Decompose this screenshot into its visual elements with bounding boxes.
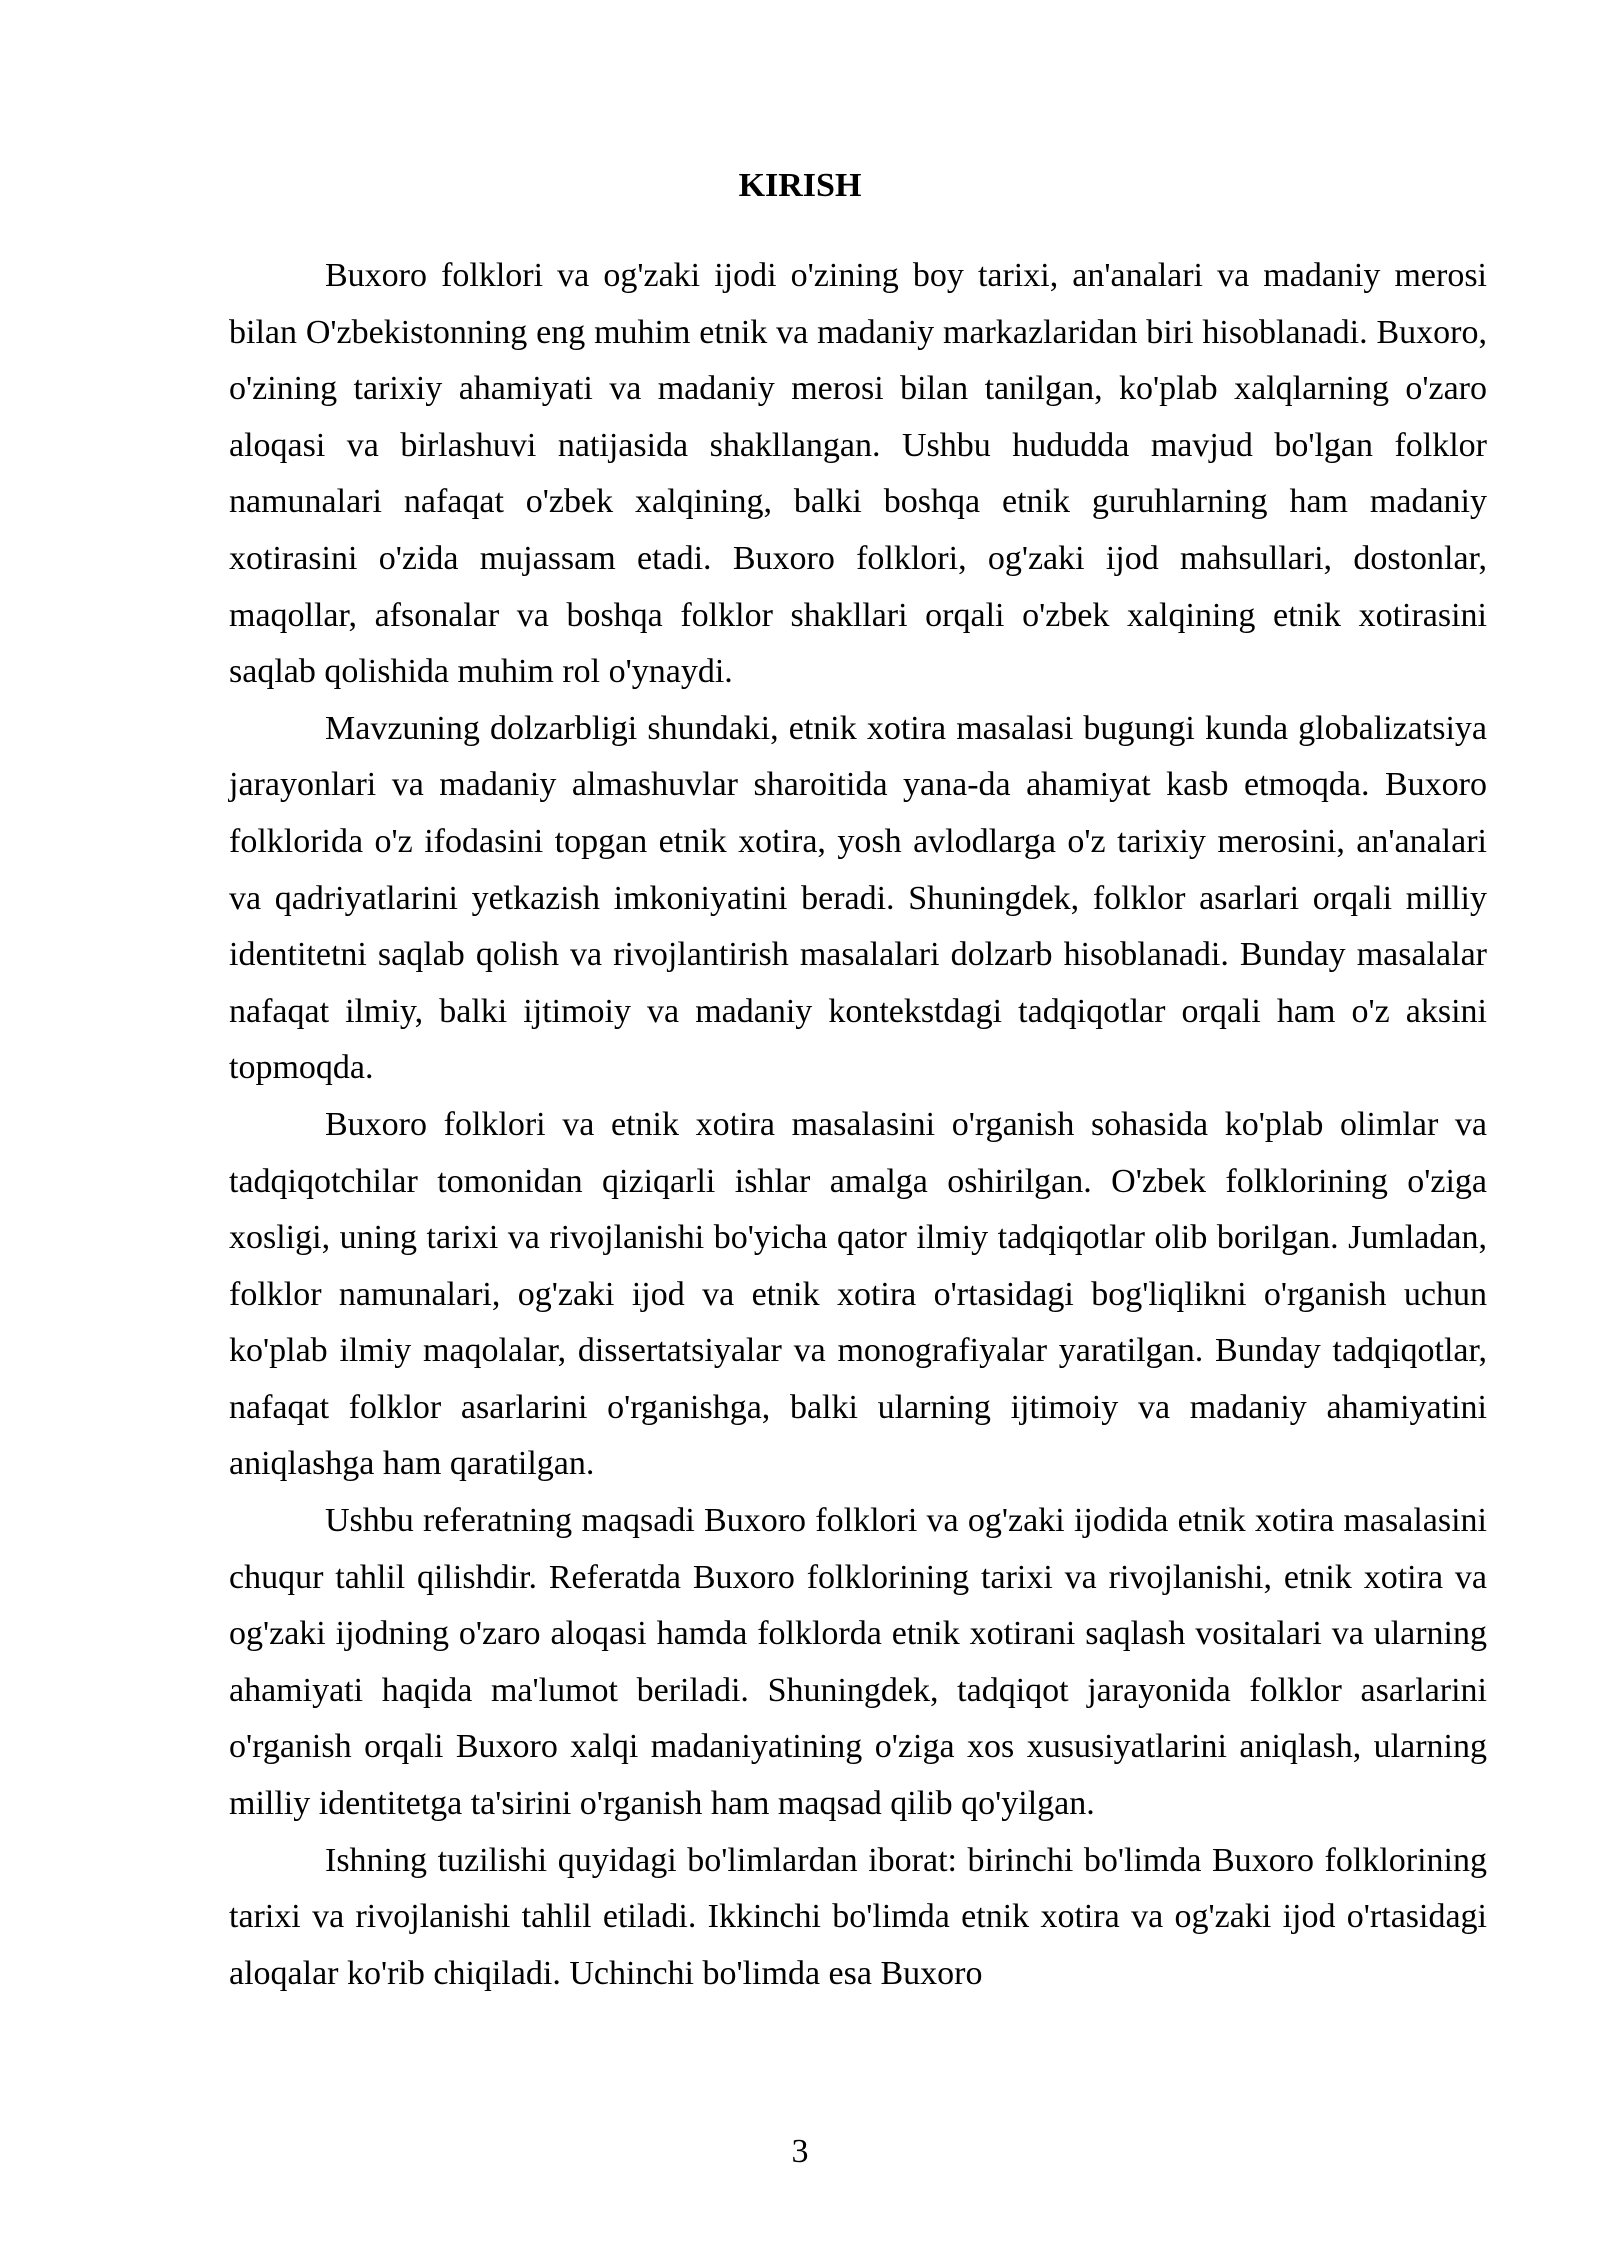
paragraph-intro: Buxoro folklori va og'zaki ijodi o'zining boy tarixi, an'analari va madaniy merosi bilan O'zbekistonning eng muhim etnik va madaniy markazlaridan biri hisoblanadi. Buxoro, o'zining tarixiy ahamiyati va madaniy merosi bilan tanilgan, ko'plab xalqlarning o'zaro aloqasi va birlashuvi natijasida shakllangan. Ushbu hududda mavjud bo'lgan folklor namunalari nafaqat o'zbek xalqining, balki boshqa etnik guruhlarning ham madaniy xotirasini o'zida mujassam etadi. Buxoro folklori, og'zaki ijod mahsullari, dostonlar, maqollar, afsonalar va boshqa folklor shakllari orqali o'zbek xalqining etnik xotirasini saqlab qolishida muhim rol o'ynaydi.	[229, 257, 1487, 691]
paragraph-structure: Ishning tuzilishi quyidagi bo'limlardan iborat: birinchi bo'limda Buxoro folklorining tarixi va rivojlanishi tahlil etiladi. Ikkinchi bo'limda etnik xotira va og'zaki ijod o'rtasidagi aloqalar ko'rib chiqiladi. Uchinchi bo'limda esa Buxoro	[229, 1841, 1487, 1992]
paragraph-prior-research: Buxoro folklori va etnik xotira masalasini o'rganish sohasida ko'plab olimlar va tadqiqotchilar tomonidan qiziqarli ishlar amalga oshirilgan. O'zbek folklorining o'ziga xosligi, uning tarixi va rivojlanishi bo'yicha qator ilmiy tadqiqotlar olib borilgan. Jumladan, folklor namunalari, og'zaki ijod va etnik xotira o'rtasidagi bog'liqlikni o'rganish uchun ko'plab ilmiy maqolalar, dissertatsiyalar va monografiyalar yaratilgan. Bunday tadqiqotlar, nafaqat folklor asarlarini o'rganishga, balki ularning ijtimoiy va madaniy ahamiyatini aniqlashga ham qaratilgan.	[229, 1105, 1487, 1483]
paragraph-relevance: Mavzuning dolzarbligi shundaki, etnik xotira masalasi bugungi kunda globalizatsiya jarayonlari va madaniy almashuvlar sharoitida yana-da ahamiyat kasb etmoqda. Buxoro folklorida o'z ifodasini topgan etnik xotira, yosh avlodlarga o'z tarixiy merosini, an'analari va qadriyatlarini yetkazish imkoniyatini beradi. Shuningdek, folklor asarlari orqali milliy identitetni saqlab qolish va rivojlantirish masalalari dolzarb hisoblanadi. Bunday masalalar nafaqat ilmiy, balki ijtimoiy va madaniy kontekstdagi tadqiqotlar orqali ham o'z aksini topmoqda.	[229, 709, 1487, 1087]
page-number: 3	[791, 2133, 809, 2170]
paragraph-aim: Ushbu referatning maqsadi Buxoro folklori va og'zaki ijodida etnik xotira masalasini chuqur tahlil qilishdir. Referatda Buxoro folklorining tarixi va rivojlanishi, etnik xotira va og'zaki ijodning o'zaro aloqasi hamda folklorda etnik xotirani saqlash vositalari va ularning ahamiyati haqida ma'lumot beriladi. Shuningdek, tadqiqot jarayonida folklor asarlarini o'rganish orqali Buxoro xalqi madaniyatining o'ziga xos xususiyatlarini aniqlash, ularning milliy identitetga ta'sirini o'rganish ham maqsad qilib qo'yilgan.	[229, 1502, 1487, 1823]
document-body	[229, 248, 1487, 2002]
section-title: KIRISH	[738, 167, 862, 204]
